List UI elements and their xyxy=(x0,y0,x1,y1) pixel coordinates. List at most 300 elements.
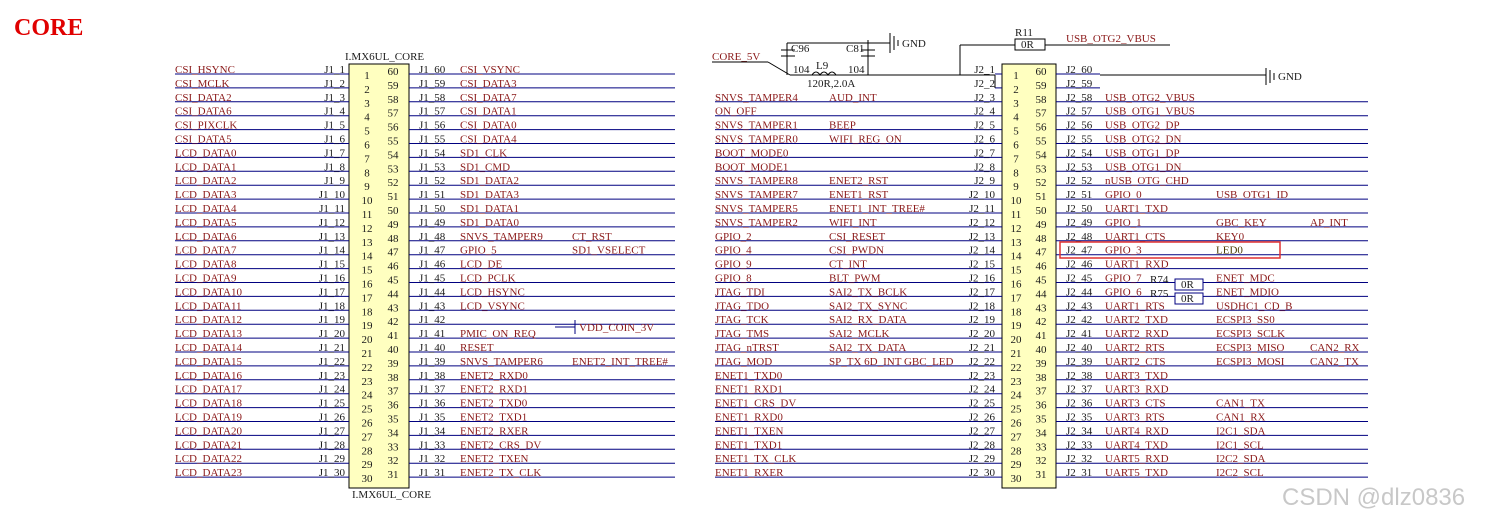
j2-pin-number-left: 24 xyxy=(1010,389,1022,402)
j2-left-signal: SNVS_TAMPER0 xyxy=(715,133,798,146)
j1-right-signal: ENET2_RXD1 xyxy=(460,383,528,396)
j1-pin-number-right: 37 xyxy=(387,385,399,398)
led0-highlight-box xyxy=(1060,242,1280,258)
j2-right-pin-ref: J2_45 xyxy=(1066,272,1093,285)
watermark: CSDN @dlz0836 xyxy=(1282,484,1466,511)
j1-left-signal: LCD_DATA2 xyxy=(175,175,237,188)
j1-left-signal: CSI_MCLK xyxy=(175,77,230,90)
j2-pin-number-right: 46 xyxy=(1035,260,1047,273)
j2-left-pin-ref: J2_25 xyxy=(968,397,995,410)
page-title: CORE xyxy=(14,15,84,41)
j2-right-signal: UART2_TXD xyxy=(1105,314,1168,327)
j1-right-signal: SD1_DATA2 xyxy=(460,175,520,188)
j1-right-pin-ref: J1_32 xyxy=(419,453,446,466)
j1-pin-number-left: 18 xyxy=(361,306,373,319)
j1-right-pin-ref: J1_46 xyxy=(419,258,446,271)
j1-left-signal: CSI_DATA5 xyxy=(175,133,232,146)
j2-pin-number-left: 5 xyxy=(1013,125,1019,138)
j1-left-signal: LCD_DATA10 xyxy=(175,286,242,299)
j1-pin-number-left: 27 xyxy=(361,431,373,444)
j1-right-pin-ref: J1_40 xyxy=(419,342,446,354)
j1-right-pin-ref: J1_33 xyxy=(419,439,446,452)
j2-pin-number-right: 50 xyxy=(1035,205,1047,217)
j2-pin-number-left: 26 xyxy=(1010,417,1022,430)
j2-pin-number-right: 57 xyxy=(1035,107,1047,120)
j1-left-signal: LCD_DATA6 xyxy=(175,230,237,243)
j1-left-signal: LCD_DATA14 xyxy=(175,342,242,354)
j2-left-mid-net: WIFI_INT xyxy=(829,216,877,229)
j2-pin-number-left: 6 xyxy=(1013,139,1019,152)
j2-pin-number-left: 12 xyxy=(1010,222,1022,235)
j1-right-signal: LCD_PCLK xyxy=(460,272,516,285)
j1-pin-number-right: 36 xyxy=(387,399,399,412)
j2-left-mid-net: AUD_INT xyxy=(829,91,877,104)
j1-right-signal: SNVS_TAMPER6 xyxy=(460,355,543,368)
j1-right-signal: SD1_DATA0 xyxy=(460,216,520,229)
j1-pin-number-right: 51 xyxy=(387,191,399,204)
j1-pin-number-left: 4 xyxy=(364,111,370,124)
j1-left-signal: LCD_DATA22 xyxy=(175,453,242,466)
j2-left-signal: GPIO_8 xyxy=(715,272,752,285)
j2-pin-number-left: 1 xyxy=(1013,70,1019,82)
j1-pin-number-right: 57 xyxy=(387,107,399,120)
r11-ref: R11 xyxy=(1015,27,1033,39)
j1-left-signal: LCD_DATA23 xyxy=(175,467,242,480)
c96-ref: C96 xyxy=(791,43,810,55)
r74-value: 0R xyxy=(1181,279,1194,291)
j1-pin-number-right: 43 xyxy=(387,302,399,315)
j1-pin-number-left: 23 xyxy=(361,375,373,388)
j2-right-pin-ref: J2_55 xyxy=(1066,133,1093,146)
j2-pin-number-right: 41 xyxy=(1035,330,1047,343)
j1-pin-number-right: 31 xyxy=(387,469,399,482)
j2-left-pin-ref: J2_9 xyxy=(974,175,995,188)
j1-pin-number-left: 29 xyxy=(361,459,373,472)
j2-right-signal: UART1_RTS xyxy=(1105,300,1165,313)
j2-left-mid-net: CT_INT xyxy=(829,258,867,271)
j2-left-pin-ref: J2_27 xyxy=(968,425,995,438)
j2-left-signal: SNVS_TAMPER2 xyxy=(715,216,798,229)
j1-pin-number-left: 3 xyxy=(364,97,370,110)
j1-right-signal: LCD_HSYNC xyxy=(460,286,525,299)
j1-left-pin-ref: J1_10 xyxy=(318,189,345,202)
j2-right-pin-ref: J2_58 xyxy=(1066,91,1093,104)
j2-right-signal: UART3_TXD xyxy=(1105,369,1168,382)
j2-right-ext-net: I2C1_SDA xyxy=(1216,425,1266,438)
j2-right-ext-net: CAN1_TX xyxy=(1216,397,1265,410)
j2-pin-number-right: 36 xyxy=(1035,399,1047,412)
j1-left-pin-ref: J1_16 xyxy=(318,272,345,285)
j2-left-pin-ref: J2_4 xyxy=(974,105,995,118)
j2-pin-number-left: 4 xyxy=(1013,111,1019,124)
j1-left-pin-ref: J1_26 xyxy=(318,411,345,424)
j2-right-ext-net: ECSPI3_SCLK xyxy=(1216,328,1286,341)
j2-left-pin-ref: J2_5 xyxy=(974,119,995,132)
j2-pin-number-right: 37 xyxy=(1035,385,1047,398)
j2-pin-number-right: 44 xyxy=(1035,288,1047,301)
j1-right-pin-ref: J1_43 xyxy=(419,300,446,313)
j2-right-signal: UART2_RXD xyxy=(1105,328,1169,341)
j1-right-pin-ref: J1_34 xyxy=(419,425,446,438)
j1-pin-number-right: 48 xyxy=(387,232,399,245)
j1-right-pin-ref: J1_37 xyxy=(419,383,446,396)
j2-left-signal: JTAG_TDO xyxy=(715,300,770,313)
j2-pin-number-left: 3 xyxy=(1013,97,1019,110)
j2-pin-number-left: 16 xyxy=(1010,278,1022,291)
j2-left-signal: ENET1_TXD0 xyxy=(715,369,783,382)
j2-right-signal: UART2_RTS xyxy=(1105,342,1165,354)
j1-right-ext-net: ENET2_INT_TREE# xyxy=(572,355,668,368)
j2-right-signal: USB_OTG1_VBUS xyxy=(1105,105,1195,118)
j1-right-signal: SD1_DATA1 xyxy=(460,203,520,215)
j2-left-mid-net: SAI2_RX_DATA xyxy=(829,314,907,327)
c96-value: 104 xyxy=(793,64,810,76)
j2-right-signal: USB_OTG2_DP xyxy=(1105,119,1180,132)
j1-left-pin-ref: J1_29 xyxy=(318,453,345,466)
j2-pin-number-right: 55 xyxy=(1035,135,1047,148)
j1-left-pin-ref: J1_12 xyxy=(318,216,345,229)
j1-left-signal: LCD_DATA11 xyxy=(175,300,242,313)
j2-right-pin-ref: J2_46 xyxy=(1066,258,1093,271)
j2-pin-number-right: 53 xyxy=(1035,163,1047,176)
j1-pin-number-left: 24 xyxy=(361,389,373,402)
j2-right-ext-net: I2C1_SCL xyxy=(1216,439,1264,452)
j2-left-pin-ref: J2_8 xyxy=(974,161,995,174)
j2-right-pin-ref: J2_33 xyxy=(1066,439,1093,452)
j1-pin-number-right: 55 xyxy=(387,135,399,148)
j2-pin-number-left: 2 xyxy=(1013,83,1019,96)
j2-pin-number-right: 56 xyxy=(1035,121,1047,134)
j2-pin-number-left: 30 xyxy=(1010,473,1022,486)
j2-left-mid-net: ENET1_INT_TREE# xyxy=(829,203,925,215)
j2-left-pin-ref: J2_30 xyxy=(968,467,995,480)
j1-left-signal: CSI_DATA6 xyxy=(175,105,232,118)
j1-pin-number-left: 16 xyxy=(361,278,373,291)
j2-pin-number-left: 9 xyxy=(1013,181,1019,194)
j1-pin-number-right: 46 xyxy=(387,260,399,273)
j1-pin-number-right: 44 xyxy=(387,288,399,301)
j1-pin-number-left: 21 xyxy=(361,348,373,360)
j1-right-pin-ref: J1_49 xyxy=(419,216,446,229)
j2-right-ext-net: GBC_KEY xyxy=(1216,216,1267,229)
j1-left-pin-ref: J1_14 xyxy=(318,244,345,257)
j2-left-pin-ref: J2_13 xyxy=(968,230,995,243)
j2-right-pin-ref: J2_42 xyxy=(1066,314,1093,327)
j1-right-signal: LCD_VSYNC xyxy=(460,300,525,313)
j2-left-signal: BOOT_MODE1 xyxy=(715,161,789,174)
gnd-top-label: GND xyxy=(902,38,926,50)
j2-left-pin-ref: J2_10 xyxy=(968,189,995,202)
j2-right-pin-ref: J2_32 xyxy=(1066,453,1093,466)
j1-left-pin-ref: J1_2 xyxy=(324,77,345,90)
l9-value: 120R,2.0A xyxy=(807,78,856,90)
j1-right-signal: SD1_CMD xyxy=(460,161,511,174)
j1-pin-number-left: 22 xyxy=(361,361,373,374)
j2-pin-number-right: 45 xyxy=(1035,274,1047,287)
j1-pin-number-left: 15 xyxy=(361,264,373,277)
j1-pin-number-left: 9 xyxy=(364,181,370,194)
j1-left-signal: LCD_DATA9 xyxy=(175,272,237,285)
j1-right-signal: ENET2_TX_CLK xyxy=(460,467,542,480)
j2-pin-number-right: 52 xyxy=(1035,177,1047,190)
j2-right-pin-ref: J2_40 xyxy=(1066,342,1093,354)
j1-left-pin-ref: J1_5 xyxy=(324,119,345,132)
j1-part-name-bottom: I.MX6UL_CORE xyxy=(352,489,432,501)
j1-right-pin-ref: J1_53 xyxy=(419,161,446,174)
j2-right-pin-ref: J2_49 xyxy=(1066,216,1093,229)
j1-right-ext-net: CT_RST xyxy=(572,230,612,243)
j1-left-pin-ref: J1_20 xyxy=(318,328,345,341)
j2-right-ext-net: USB_OTG1_ID xyxy=(1216,189,1289,202)
j2-right-ext-net: KEY0 xyxy=(1216,230,1245,243)
j1-pin-number-left: 30 xyxy=(361,473,373,486)
j2-right-ext-net: CAN1_RX xyxy=(1216,411,1266,424)
j2-pin-number-right: 48 xyxy=(1035,232,1047,245)
l9-ref: L9 xyxy=(816,60,829,72)
j1-pin-number-right: 54 xyxy=(387,149,399,162)
j1-left-signal: LCD_DATA1 xyxy=(175,161,237,174)
j2-pin-number-right: 39 xyxy=(1035,357,1047,370)
j1-pin-number-right: 40 xyxy=(387,344,399,356)
j1-right-signal: ENET2_TXEN xyxy=(460,453,529,466)
j2-right-signal: UART4_TXD xyxy=(1105,439,1168,452)
j1-left-pin-ref: J1_4 xyxy=(324,105,345,118)
c81-ref: C81 xyxy=(846,43,865,55)
j2-left-pin-ref: J2_29 xyxy=(968,453,995,466)
j1-pin-number-right: 49 xyxy=(387,218,399,231)
j1-right-signal: RESET xyxy=(460,342,494,354)
j1-right-signal: GPIO_5 xyxy=(460,244,497,257)
core-5v-label: CORE_5V xyxy=(712,51,761,63)
j1-right-pin-ref: J1_44 xyxy=(419,286,446,299)
j2-right-signal: UART1_TXD xyxy=(1105,203,1168,215)
j2-left-pin-ref: J2_7 xyxy=(974,147,995,160)
j1-left-pin-ref: J1_1 xyxy=(324,64,345,76)
j1-right-pin-ref: J1_52 xyxy=(419,175,446,188)
j2-left-pin-ref: J2_3 xyxy=(974,91,995,104)
j1-left-signal: LCD_DATA3 xyxy=(175,189,237,202)
j2-left-signal: ENET1_RXD0 xyxy=(715,411,783,424)
j2-right-pin-ref: J2_35 xyxy=(1066,411,1093,424)
j2-right-ext-net: I2C2_SDA xyxy=(1216,453,1266,466)
j2-pin-number-right: 51 xyxy=(1035,191,1047,204)
j2-left-signal: JTAG_TMS xyxy=(715,328,770,341)
j2-left-signal: ON_OFF xyxy=(715,105,757,118)
j2-left-mid-net: BEEP xyxy=(829,119,856,132)
j2-right-pin-ref: J2_53 xyxy=(1066,161,1093,174)
j2-left-pin-ref: J2_21 xyxy=(968,342,995,354)
j2-pin-number-right: 32 xyxy=(1035,455,1047,468)
j2-pin-number-left: 7 xyxy=(1013,153,1019,166)
j1-right-signal: ENET2_TXD1 xyxy=(460,411,528,424)
j1-right-pin-ref: J1_39 xyxy=(419,355,446,368)
j1-pin-number-left: 6 xyxy=(364,139,370,152)
j1-left-pin-ref: J1_28 xyxy=(318,439,345,452)
j2-left-mid-net: ENET1_RST xyxy=(829,189,889,202)
j1-left-pin-ref: J1_8 xyxy=(324,161,345,174)
j2-right-signal: nUSB_OTG_CHD xyxy=(1105,175,1189,188)
j2-left-pin-ref: J2_28 xyxy=(968,439,995,452)
j1-right-signal: ENET2_RXD0 xyxy=(460,369,528,382)
j1-right-signal: CSI_VSYNC xyxy=(460,64,520,76)
j2-right-pin-ref: J2_44 xyxy=(1066,286,1093,299)
j1-right-signal: CSI_DATA3 xyxy=(460,77,517,90)
j1-left-signal: CSI_HSYNC xyxy=(175,64,235,76)
j1-right-pin-ref: J1_59 xyxy=(419,77,446,90)
j1-left-pin-ref: J1_7 xyxy=(324,147,345,160)
j2-right-signal: UART4_RXD xyxy=(1105,425,1169,438)
j1-left-signal: LCD_DATA0 xyxy=(175,147,237,160)
j1-pin-number-right: 35 xyxy=(387,413,399,426)
j1-right-signal: SNVS_TAMPER9 xyxy=(460,230,543,243)
j1-right-pin-ref: J1_31 xyxy=(419,467,446,480)
j2-left-signal: ENET1_CRS_DV xyxy=(715,397,797,410)
j2-left-signal: ENET1_TX_CLK xyxy=(715,453,797,466)
j1-left-pin-ref: J1_30 xyxy=(318,467,345,480)
j1-pin-number-left: 2 xyxy=(364,83,370,96)
j1-pin-number-left: 8 xyxy=(364,167,370,180)
j2-pin-number-right: 34 xyxy=(1035,427,1047,440)
j1-left-pin-ref: J1_21 xyxy=(318,342,345,354)
j2-left-mid-net: CSI_PWDN xyxy=(829,244,885,257)
j2-left-mid-net: WIFI_REG_ON xyxy=(829,133,902,146)
j1-right-signal: CSI_DATA1 xyxy=(460,105,517,118)
j1-right-pin-ref: J1_50 xyxy=(419,203,446,215)
j2-right-ext-net-2: CAN2_TX xyxy=(1310,355,1359,368)
j2-pin-number-left: 23 xyxy=(1010,375,1022,388)
j2-left-pin-ref: J2_14 xyxy=(968,244,995,257)
j2-right-signal: USB_OTG2_DN xyxy=(1105,133,1182,146)
j1-left-signal: LCD_DATA17 xyxy=(175,383,242,396)
j2-pin-number-right: 59 xyxy=(1035,79,1047,92)
j2-left-signal: SNVS_TAMPER5 xyxy=(715,203,798,215)
j2-pin-number-left: 22 xyxy=(1010,361,1022,374)
j1-pin-number-left: 10 xyxy=(361,195,373,208)
j2-pin-number-left: 21 xyxy=(1010,348,1022,360)
j2-left-signal: SNVS_TAMPER1 xyxy=(715,119,798,132)
vdd-coin-label: VDD_COIN_3V xyxy=(579,322,655,334)
j1-left-pin-ref: J1_25 xyxy=(318,397,345,410)
j2-right-pin-ref: J2_59 xyxy=(1066,77,1093,90)
j1-pin-number-right: 59 xyxy=(387,79,399,92)
j2-left-signal: SNVS_TAMPER7 xyxy=(715,189,798,202)
j1-left-signal: LCD_DATA8 xyxy=(175,258,237,271)
gnd-right-label: GND xyxy=(1278,71,1302,83)
j2-left-signal: JTAG_TCK xyxy=(715,314,769,327)
j2-left-signal: GPIO_9 xyxy=(715,258,752,271)
j2-right-signal: GPIO_6 xyxy=(1105,286,1142,299)
j1-pin-number-right: 42 xyxy=(387,316,399,329)
j2-pin-number-left: 27 xyxy=(1010,431,1022,444)
j2-right-signal: UART3_RXD xyxy=(1105,383,1169,396)
j1-pin-number-left: 13 xyxy=(361,236,373,249)
j2-right-ext-net: USDHC1_CD_B xyxy=(1216,300,1293,313)
r11-value: 0R xyxy=(1021,39,1034,51)
j2-right-signal: GPIO_1 xyxy=(1105,216,1142,229)
j2-left-signal: JTAG_TDI xyxy=(715,286,765,299)
j2-pin-number-left: 18 xyxy=(1010,306,1022,319)
j2-left-pin-ref: J2_1 xyxy=(974,64,995,76)
j1-pin-number-left: 17 xyxy=(361,292,373,305)
j2-left-signal: ENET1_RXD1 xyxy=(715,383,783,396)
j1-left-signal: LCD_DATA7 xyxy=(175,244,237,257)
j2-pin-number-left: 15 xyxy=(1010,264,1022,277)
j2-left-signal: GPIO_4 xyxy=(715,244,752,257)
j1-left-signal: LCD_DATA12 xyxy=(175,314,242,327)
j2-left-pin-ref: J2_6 xyxy=(974,133,995,146)
j2-right-signal: UART3_CTS xyxy=(1105,397,1166,410)
j2-left-pin-ref: J2_11 xyxy=(969,203,995,215)
j2-right-pin-ref: J2_60 xyxy=(1066,64,1093,76)
j2-pin-number-right: 42 xyxy=(1035,316,1047,329)
j2-pin-number-right: 60 xyxy=(1035,66,1047,78)
j2-left-pin-ref: J2_23 xyxy=(968,369,995,382)
j2-left-signal: JTAG_MOD xyxy=(715,355,773,368)
j1-right-pin-ref: J1_51 xyxy=(419,189,446,202)
j2-right-signal: UART2_CTS xyxy=(1105,355,1166,368)
j2-right-pin-ref: J2_52 xyxy=(1066,175,1093,188)
j1-right-signal: ENET2_RXER xyxy=(460,425,529,438)
j1-pin-number-right: 34 xyxy=(387,427,399,440)
c81-value: 104 xyxy=(848,64,865,76)
j2-pin-number-left: 25 xyxy=(1010,403,1022,416)
j1-pin-number-left: 26 xyxy=(361,417,373,430)
j1-right-pin-ref: J1_47 xyxy=(419,244,446,257)
j1-connector-body xyxy=(349,64,409,488)
j1-left-signal: LCD_DATA5 xyxy=(175,216,237,229)
j2-left-pin-ref: J2_12 xyxy=(968,216,995,229)
j1-right-pin-ref: J1_35 xyxy=(419,411,446,424)
j1-right-pin-ref: J1_45 xyxy=(419,272,446,285)
j1-right-signal: CSI_DATA0 xyxy=(460,119,517,132)
j2-pin-number-left: 17 xyxy=(1010,292,1022,305)
j2-right-signal: UART1_CTS xyxy=(1105,230,1166,243)
j2-right-pin-ref: J2_54 xyxy=(1066,147,1093,160)
j1-pin-number-right: 38 xyxy=(387,371,399,384)
j2-right-ext-net: ENET_MDIO xyxy=(1216,286,1279,299)
j1-pin-number-right: 52 xyxy=(387,177,399,190)
j2-left-mid-net: BLT_PWM xyxy=(829,272,881,285)
j2-pin-number-left: 8 xyxy=(1013,167,1019,180)
j2-pin-number-left: 11 xyxy=(1010,209,1022,221)
j1-pin-number-left: 14 xyxy=(361,250,373,263)
j2-pin-number-right: 47 xyxy=(1035,246,1047,259)
j1-right-signal: CSI_DATA7 xyxy=(460,91,517,104)
j2-pin-number-left: 20 xyxy=(1010,334,1022,347)
j1-right-pin-ref: J1_55 xyxy=(419,133,446,146)
j1-left-signal: LCD_DATA19 xyxy=(175,411,242,424)
j1-left-pin-ref: J1_27 xyxy=(318,425,345,438)
j2-right-ext-net: ENET_MDC xyxy=(1216,272,1275,285)
j1-left-pin-ref: J1_3 xyxy=(324,91,345,104)
j2-right-ext-net: LED0 xyxy=(1216,244,1243,257)
j2-left-mid-net: CSI_RESET xyxy=(829,230,886,243)
j1-pin-number-right: 56 xyxy=(387,121,399,134)
j1-right-signal: ENET2_CRS_DV xyxy=(460,439,542,452)
j1-pin-number-left: 11 xyxy=(361,209,373,221)
usb-otg2-vbus-net: USB_OTG2_VBUS xyxy=(1066,33,1156,45)
j2-right-signal: UART5_RXD xyxy=(1105,453,1169,466)
j1-pin-number-left: 19 xyxy=(361,320,373,333)
j1-pin-number-right: 39 xyxy=(387,357,399,370)
j2-right-ext-net-2: CAN2_RX xyxy=(1310,342,1360,354)
r75-value: 0R xyxy=(1181,293,1194,305)
j1-left-pin-ref: J1_11 xyxy=(319,203,345,215)
j2-right-pin-ref: J2_41 xyxy=(1066,328,1093,341)
j2-pin-number-right: 43 xyxy=(1035,302,1047,315)
j1-right-pin-ref: J1_56 xyxy=(419,119,446,132)
j2-left-signal: GPIO_2 xyxy=(715,230,752,243)
